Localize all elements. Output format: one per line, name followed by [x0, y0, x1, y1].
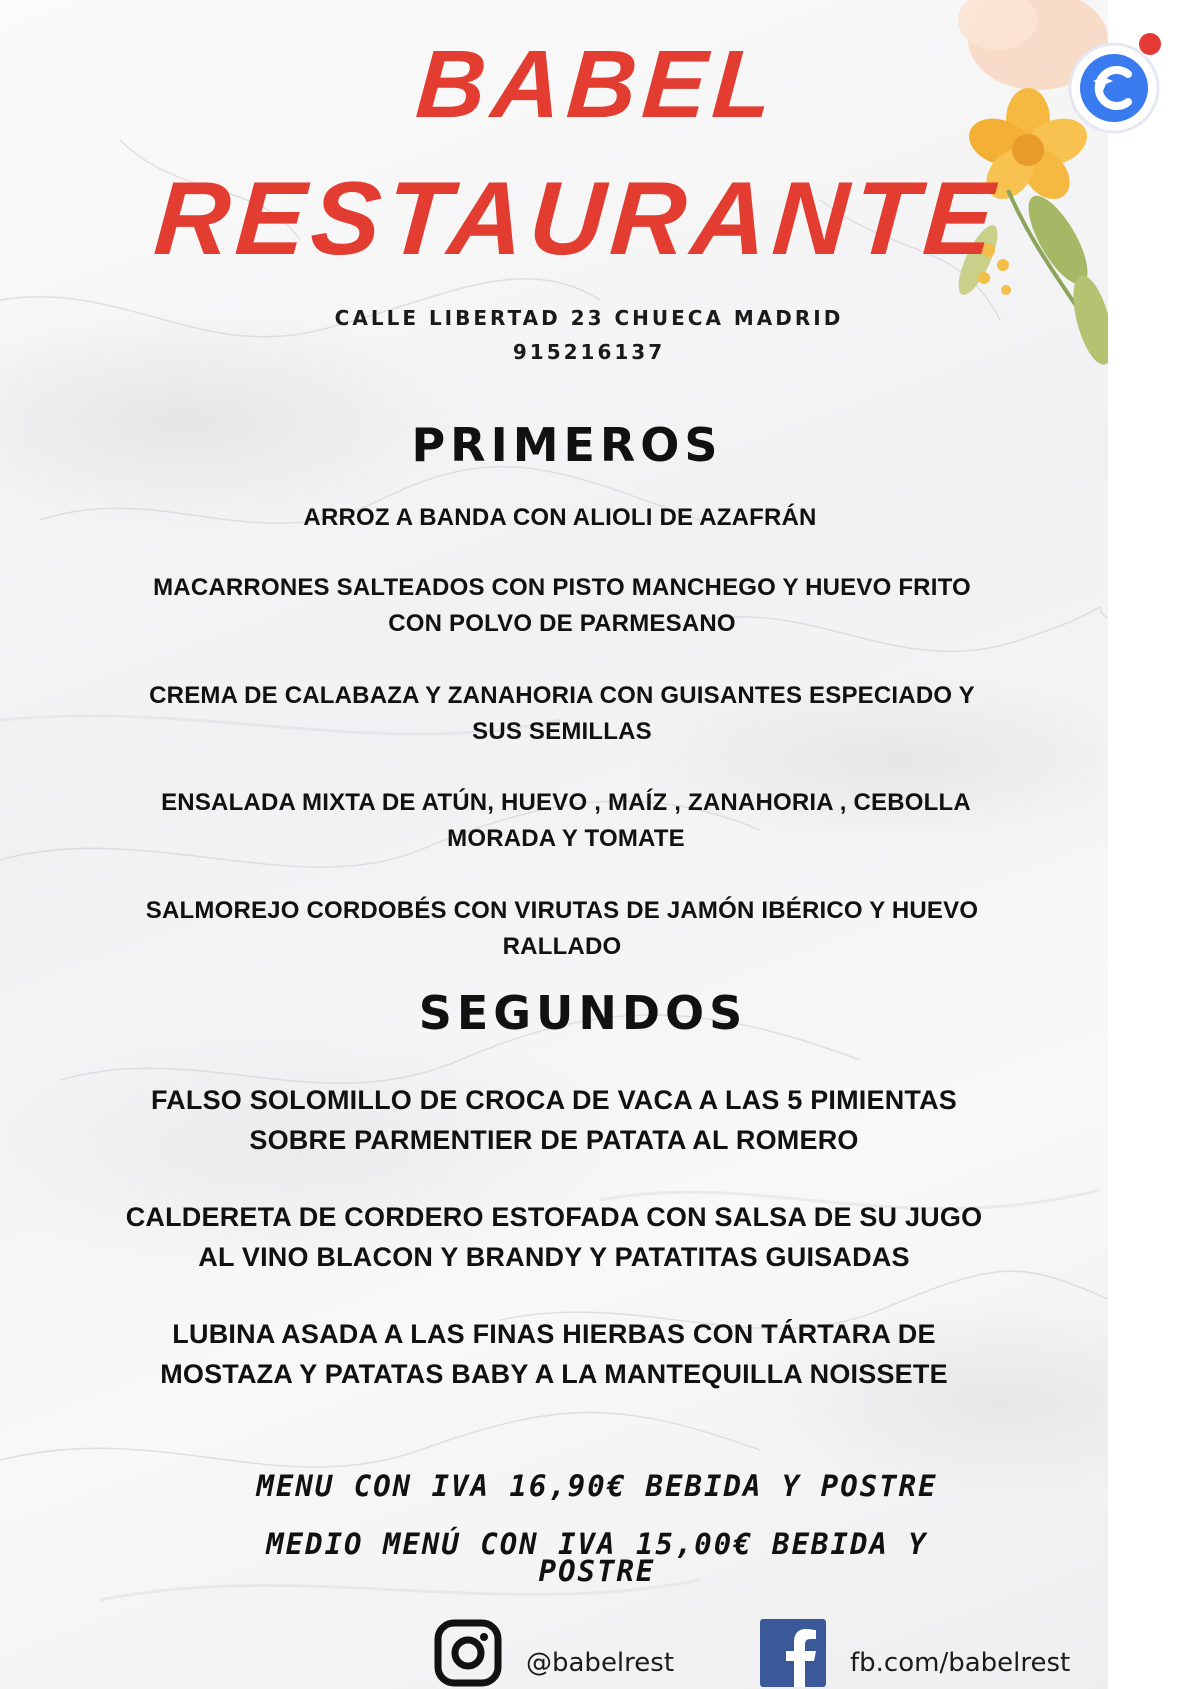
dish-segundo-1 [0, 1080, 1108, 1160]
dish-line: ARROZ A BANDA CON ALIOLI DE AZAFRÁN [303, 504, 817, 531]
dish-line: FALSO SOLOMILLO DE CROCA DE VACA A LAS 5 PIMIENTAS [150, 1085, 958, 1115]
phone-number[interactable]: 915216137 [512, 340, 666, 364]
section-heading-primeros: PRIMEROS [411, 418, 723, 472]
dish-line: MACARRONES SALTEADOS CON PISTO MANCHEGO Y HUEVO FRITO [153, 574, 971, 601]
instagram-handle[interactable]: @babelrest [526, 1648, 675, 1678]
dish-primero-2 [0, 570, 1124, 642]
dish-primero-1 [0, 500, 1120, 536]
dish-line: MORADA Y TOMATE [447, 825, 685, 852]
instagram-icon[interactable] [434, 1619, 502, 1687]
menu-price: MENU CON IVA 16,90€ BEBIDA Y POSTRE [256, 1469, 938, 1503]
dish-primero-3 [0, 678, 1124, 750]
section-heading-segundos: SEGUNDOS [418, 986, 748, 1040]
dish-segundo-2 [0, 1197, 1108, 1277]
dish-line: MOSTAZA Y PATATAS BABY A LA MANTEQUILLA NOISSETE [160, 1359, 948, 1389]
facebook-page-link[interactable]: fb.com/babelrest [850, 1648, 1071, 1678]
half-menu-price-line1: MEDIO MENÚ CON IVA 15,00€ BEBIDA Y [266, 1527, 928, 1561]
dish-line: SUS SEMILLAS [472, 718, 652, 745]
dish-line: SOBRE PARMENTIER DE PATATA AL ROMERO [249, 1125, 859, 1155]
dish-primero-5 [0, 893, 1124, 965]
dish-line: CON POLVO DE PARMESANO [388, 610, 736, 637]
dish-line: CREMA DE CALABAZA Y ZANAHORIA CON GUISANTES ESPECIADO Y [149, 682, 975, 709]
half-menu-price-line2: POSTRE [538, 1554, 656, 1588]
dish-line: SALMOREJO CORDOBÉS CON VIRUTAS DE JAMÓN IBÉRICO Y HUEVO [145, 897, 979, 924]
facebook-icon[interactable] [760, 1619, 826, 1687]
dish-segundo-3 [0, 1314, 1108, 1394]
address: CALLE LIBERTAD 23 CHUECA MADRID [334, 306, 844, 330]
dish-line: ENSALADA MIXTA DE ATÚN, HUEVO , MAÍZ , ZANAHORIA , CEBOLLA [161, 789, 971, 816]
dish-line: RALLADO [502, 933, 622, 960]
dish-primero-4 [0, 785, 1132, 857]
restaurant-name-line2: RESTAURANTE [150, 161, 1004, 277]
dish-line: AL VINO BLACON Y BRANDY Y PATATITAS GUISADAS [198, 1242, 910, 1272]
restaurant-name-line1: BABEL [412, 31, 782, 138]
dish-line: LUBINA ASADA A LAS FINAS HIERBAS CON TÁRTARA DE [172, 1319, 936, 1349]
dish-line: CALDERETA DE CORDERO ESTOFADA CON SALSA DE SU JUGO [125, 1202, 983, 1232]
